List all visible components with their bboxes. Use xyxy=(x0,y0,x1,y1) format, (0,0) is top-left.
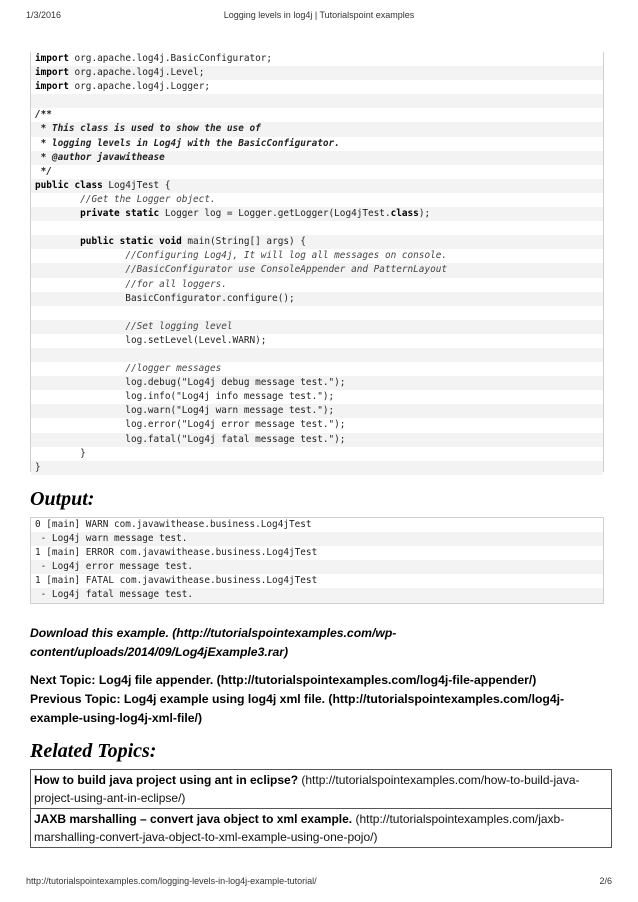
code-line xyxy=(31,249,603,263)
code-line xyxy=(31,235,603,249)
code-token xyxy=(35,236,80,247)
related-topics-heading: Related Topics: xyxy=(30,740,157,762)
code-line xyxy=(31,52,603,66)
related-topic-2[interactable]: JAXB marshalling – convert java object to xml example. (http://tutorialspointexamples.com/jaxb- marshalling-convert-java-object-to-xml-example-using-one-pojo/) xyxy=(31,808,611,847)
code-token: private static xyxy=(80,208,160,220)
code-token: BasicConfigurator.configure(); xyxy=(35,292,295,304)
code-token xyxy=(35,264,125,275)
code-token: log.info("Log4j info message test."); xyxy=(35,391,335,403)
page-title: Logging levels in log4j | Tutorialspoint examples xyxy=(223,10,415,20)
code-line xyxy=(31,179,603,193)
code-line xyxy=(31,193,603,207)
code-token: log.warn("Log4j warn message test."); xyxy=(35,405,335,417)
code-token: log.error("Log4j error message test."); xyxy=(35,419,346,431)
code-token xyxy=(35,321,125,332)
code-token: main(String[] args) { xyxy=(181,236,306,248)
code-token: ); xyxy=(418,208,431,220)
code-token: * @author javawithease xyxy=(35,151,165,163)
page-footer xyxy=(26,876,612,890)
code-line xyxy=(31,165,603,179)
code-token: //Set logging level xyxy=(125,320,233,332)
previous-topic-link[interactable]: Previous Topic: Log4j example using log4j xml file. (http://tutorialspointexamples.com/log4j- example-using-log4j-xml-file/) xyxy=(30,692,565,725)
code-token: } xyxy=(35,461,41,473)
code-token: log.debug("Log4j debug message test."); xyxy=(35,377,346,389)
code-token xyxy=(35,279,125,290)
code-token: public static void xyxy=(80,236,182,248)
code-line xyxy=(31,320,603,334)
code-token: import xyxy=(35,67,69,79)
code-line xyxy=(31,221,603,235)
code-token xyxy=(35,208,80,219)
output-line: - Log4j error message test. xyxy=(31,560,603,574)
code-line xyxy=(31,80,603,94)
related-topic-1[interactable]: How to build java project using ant in eclipse? (http://tutorialspointexamples.com/how-to-build-java- project-using-ant-in-eclipse/) xyxy=(34,773,580,805)
code-token: } xyxy=(35,447,86,459)
code-line xyxy=(31,348,603,362)
download-link[interactable]: Download this example. (http://tutorialspointexamples.com/wp- content/uploads/2014/09/Log4jExample3.rar) xyxy=(30,626,397,659)
code-token xyxy=(35,250,125,261)
code-token: import xyxy=(35,53,69,64)
code-line xyxy=(31,151,603,165)
code-line xyxy=(31,447,603,461)
footer-url: http://tutorialspointexamples.com/logging-levels-in-log4j-example-tutorial/ xyxy=(26,876,317,886)
code-token: org.apache.log4j.Level; xyxy=(68,67,205,79)
code-token: //Configuring Log4j, It will log all messages on console. xyxy=(125,250,448,262)
code-token xyxy=(35,363,125,374)
code-line xyxy=(31,137,603,151)
code-token: log.setLevel(Level.WARN); xyxy=(35,334,267,346)
code-line xyxy=(31,66,603,80)
code-token: public class xyxy=(35,179,103,191)
code-line xyxy=(31,418,603,432)
code-line xyxy=(31,207,603,221)
console-output-block xyxy=(30,517,604,604)
code-token: Log4jTest { xyxy=(102,179,171,191)
code-line xyxy=(31,108,603,122)
output-line: 0 [main] WARN com.javawithease.business.Log4jTest xyxy=(35,519,312,530)
code-line xyxy=(31,334,603,348)
code-token xyxy=(35,194,80,205)
code-token: //logger messages xyxy=(125,363,222,375)
code-token: org.apache.log4j.BasicConfigurator; xyxy=(68,53,273,64)
code-token: //BasicConfigurator use ConsoleAppender and PatternLayout xyxy=(125,264,448,276)
output-line: 1 [main] FATAL com.javawithease.business.Log4jTest xyxy=(35,575,318,587)
code-token: //for all loggers. xyxy=(125,278,227,290)
code-token: */ xyxy=(35,165,52,177)
output-line: - Log4j warn message test. xyxy=(31,532,603,546)
code-token: * logging levels in Log4j with the BasicConfigurator. xyxy=(35,137,340,149)
next-topic-link[interactable]: Next Topic: Log4j file appender. (http://tutorialspointexamples.com/log4j-file-appender/) xyxy=(30,673,537,687)
code-token: import xyxy=(35,81,69,93)
code-token: class xyxy=(390,208,419,220)
code-line xyxy=(31,94,603,108)
code-line xyxy=(31,306,603,320)
code-line xyxy=(31,122,603,136)
output-line: 1 [main] ERROR com.javawithease.business.Log4jTest xyxy=(35,547,318,559)
code-token: /** xyxy=(35,109,52,121)
code-line xyxy=(31,263,603,277)
code-line xyxy=(31,390,603,404)
source-code-block xyxy=(30,52,604,472)
code-line xyxy=(31,404,603,418)
code-line xyxy=(31,461,603,475)
code-line xyxy=(31,292,603,306)
code-token: log.fatal("Log4j fatal message test."); xyxy=(35,433,346,445)
print-date: 1/3/2016 xyxy=(26,10,62,20)
output-heading: Output: xyxy=(30,488,95,510)
code-line xyxy=(31,362,603,376)
page-header xyxy=(26,10,612,24)
code-token: //Get the Logger object. xyxy=(80,193,216,205)
code-token: org.apache.log4j.Logger; xyxy=(68,81,210,93)
page-number: 2/6 xyxy=(599,876,612,886)
code-token: * This class is used to show the use of xyxy=(35,123,261,135)
related-topics-table xyxy=(30,769,612,848)
code-line xyxy=(31,278,603,292)
output-line: - Log4j fatal message test. xyxy=(31,588,603,602)
code-line xyxy=(31,376,603,390)
code-token: Logger log = Logger.getLogger(Log4jTest. xyxy=(159,208,391,220)
code-line xyxy=(31,433,603,447)
